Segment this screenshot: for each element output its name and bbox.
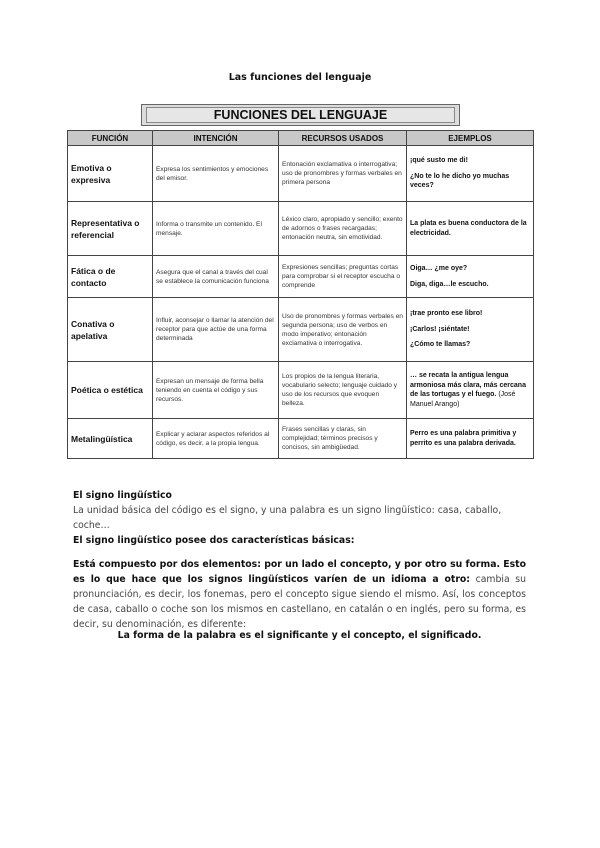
cell-intencion: Explicar y aclarar aspectos referidos al código, es decir, a la propia lengua. — [153, 419, 279, 459]
page-title: Las funciones del lenguaje — [228, 72, 372, 83]
example-line: La plata es buena conductora de la electricidad. — [410, 220, 527, 237]
header-recursos: RECURSOS USADOS — [279, 131, 407, 146]
cell-ejemplos — [407, 202, 534, 256]
table-header-row — [68, 131, 534, 146]
cell-funcion: Poética o estética — [68, 362, 153, 419]
cell-intencion: Influir, aconsejar o llamar la atención del receptor para que actúe de una forma determinada — [153, 298, 279, 362]
features-heading: El signo lingüístico posee dos características básicas: — [73, 535, 355, 546]
example-line: … se recata la antigua lengua armoniosa más clara, más cercana de las tortugas y el fuego. — [410, 372, 526, 398]
example-line: Diga, diga…le escucho. — [410, 280, 489, 288]
header-ejemplos: EJEMPLOS — [407, 131, 534, 146]
table-row — [68, 419, 534, 459]
example-line: ¡qué susto me di! — [410, 157, 468, 165]
cell-recursos: Léxico claro, apropiado y sencillo; exento de adornos o frases recargadas; entonación neutra, sin emotividad. — [279, 202, 407, 256]
cell-ejemplos — [407, 146, 534, 202]
cell-ejemplos — [407, 256, 534, 298]
header-intencion: INTENCIÓN — [153, 131, 279, 146]
example-line: Oiga… ¿me oye? — [410, 265, 468, 272]
header-funcion: FUNCIÓN — [68, 131, 153, 146]
example-line: ¡Carlos! ¡siéntate! — [410, 325, 470, 333]
cell-intencion: Informa o transmite un contenido. El mensaje. — [153, 202, 279, 256]
table-row — [68, 362, 534, 419]
table-banner-label: FUNCIONES DEL LENGUAJE — [146, 107, 455, 123]
paragraph-bold: Está compuesto por dos elementos: por un lado el concepto, y por otro su forma. Esto es lo que hace que los signos lingüísticos varíen de un idioma a otro: — [73, 559, 526, 585]
cell-recursos: Los propios de la lengua literaria, vocabulario selecto; lenguaje cuidado y uso de los recursos que evoquen belleza. — [279, 362, 407, 419]
cell-recursos: Frases sencillas y claras, sin complejidad; términos precisos y concisos, sin ambigüedad. — [279, 419, 407, 459]
signo-conclusion: La forma de la palabra es el significante y el concepto, el significado. — [117, 630, 482, 641]
paragraph-normal: cambia su pronunciación, es decir, los fonemas, pero el concepto sigue siendo el mismo. Así, los conceptos de casa, caballo o coche son los mismos en castellano, en catalán o en inglés, pero su forma, es decir, su denominación, es diferente: — [73, 574, 526, 630]
cell-recursos: Uso de pronombres y formas verbales en segunda persona; uso de verbos en modo imperativo; entonación exclamativa o interrogativa. — [279, 298, 407, 362]
cell-intencion: Expresan un mensaje de forma bella teniendo en cuenta el código y sus recursos. — [153, 362, 279, 419]
signo-paragraph — [73, 557, 526, 632]
example-attribution: (José Manuel Arango) — [410, 391, 516, 408]
cell-recursos: Expresiones sencillas; preguntas cortas para comprobar si el receptor escucha o comprende — [279, 256, 407, 298]
table-banner — [141, 104, 460, 126]
cell-intencion: Expresa los sentimientos y emociones del emisor. — [153, 146, 279, 202]
cell-funcion: Emotiva o expresiva — [68, 146, 153, 202]
example-line: ¿Cómo te llamas? — [410, 341, 471, 349]
signo-definition: La unidad básica del código es el signo, y una palabra es un signo lingüístico: casa, caballo, coche… — [73, 505, 502, 531]
example-line: ¡trae pronto ese libro! — [410, 310, 483, 318]
cell-funcion: Fática o de contacto — [68, 256, 153, 298]
cell-ejemplos — [407, 298, 534, 362]
example-line: ¿No te lo he dicho yo muchas veces? — [410, 172, 510, 190]
table-row — [68, 202, 534, 256]
table-row — [68, 256, 534, 298]
cell-funcion: Conativa o apelativa — [68, 298, 153, 362]
signo-section — [73, 488, 526, 548]
signo-heading: El signo lingüístico — [73, 490, 172, 501]
cell-ejemplos — [407, 362, 534, 419]
cell-intencion: Asegura que el canal a través del cual se establece la comunicación funciona — [153, 256, 279, 298]
functions-table — [67, 130, 534, 459]
cell-funcion: Representativa o referencial — [68, 202, 153, 256]
table-row — [68, 146, 534, 202]
cell-ejemplos — [407, 419, 534, 459]
example-line: Perro es una palabra primitiva y perrito es una palabra derivada. — [410, 430, 517, 447]
table-row — [68, 298, 534, 362]
cell-recursos: Entonación exclamativa o interrogativa; uso de pronombres y formas verbales en primera persona — [279, 146, 407, 202]
cell-funcion: Metalingüística — [68, 419, 153, 459]
